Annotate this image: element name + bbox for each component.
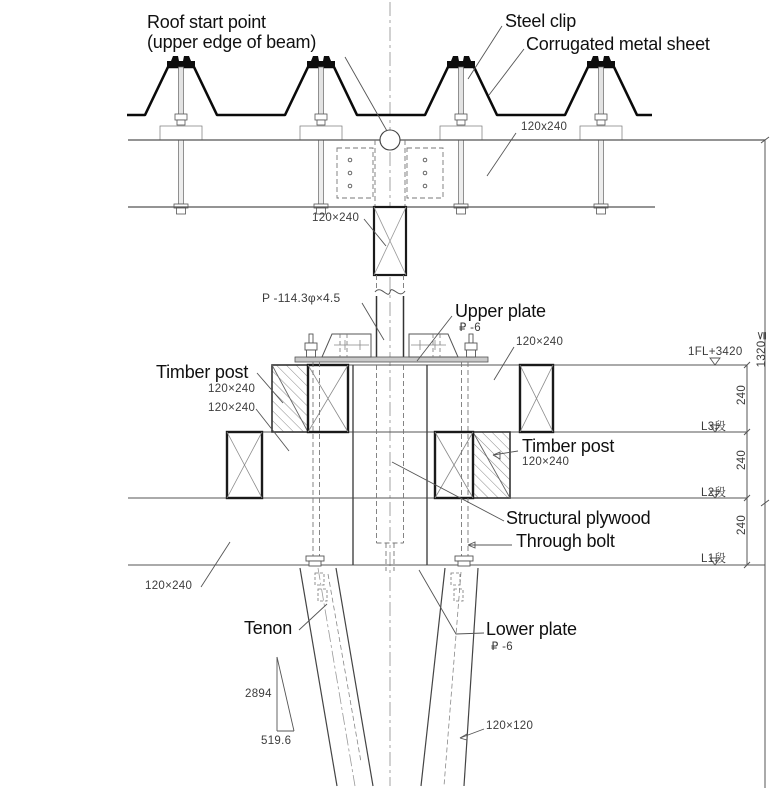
- label-slope-rise: 2894: [245, 688, 272, 700]
- level-markers: [710, 358, 720, 565]
- label-slope-run: 519.6: [261, 735, 292, 747]
- label-post-size-upper: 120×240: [312, 212, 360, 224]
- top-beam: [128, 140, 765, 207]
- label-dim-240-2: 240: [736, 449, 748, 471]
- roof-start-circle: [380, 130, 400, 150]
- label-upper-plate: Upper plate: [455, 301, 546, 321]
- label-level-l2: L2段: [701, 487, 727, 499]
- label-tenon: Tenon: [244, 618, 293, 638]
- label-lower-plate: Lower plate: [486, 619, 577, 639]
- timber-post-right-section: [473, 432, 510, 498]
- label-beam-size-left: 120×240: [208, 402, 256, 414]
- label-lower-plate-thickness: ₽ -6: [491, 641, 513, 653]
- label-through-bolt: Through bolt: [516, 531, 615, 551]
- upper-plate-assembly: [295, 334, 488, 362]
- corrugated-sheet: [127, 67, 652, 115]
- label-timber-post-right: Timber post: [522, 436, 615, 456]
- label-post-size-bottom: 120×120: [486, 720, 534, 732]
- label-level-l1: L1段: [701, 553, 727, 565]
- label-beam-size-top: 120x240: [521, 121, 568, 133]
- label-structural-plywood: Structural plywood: [506, 508, 651, 528]
- label-steel-clip: Steel clip: [505, 11, 577, 31]
- label-timber-post-left: Timber post: [156, 362, 249, 382]
- label-level-1fl: 1FL+3420: [688, 346, 743, 358]
- label-beam-size-row1: 120×240: [516, 336, 564, 348]
- timber-post-left-section: [272, 365, 308, 432]
- label-corrugated-sheet: Corrugated metal sheet: [526, 34, 710, 54]
- label-dim-240-3: 240: [736, 514, 748, 536]
- label-upper-plate-thickness: ₽ -6: [459, 322, 481, 334]
- label-roof-start-line1: Roof start point: [147, 12, 266, 32]
- label-timber-post-right-size: 120×240: [522, 456, 570, 468]
- label-roof-start-line2: (upper edge of beam): [147, 32, 317, 52]
- label-timber-post-left-size: 120×240: [208, 383, 256, 395]
- slope-triangle: [277, 657, 294, 731]
- label-beam-size-bottom-left: 120×240: [145, 580, 193, 592]
- label-level-l3: L3段: [701, 421, 727, 433]
- inclined-posts: [300, 568, 478, 786]
- label-dim-240-1: 240: [736, 384, 748, 406]
- label-dim-overall: 1320≦: [756, 330, 768, 368]
- label-pipe-spec: P -114.3φ×4.5: [262, 291, 341, 305]
